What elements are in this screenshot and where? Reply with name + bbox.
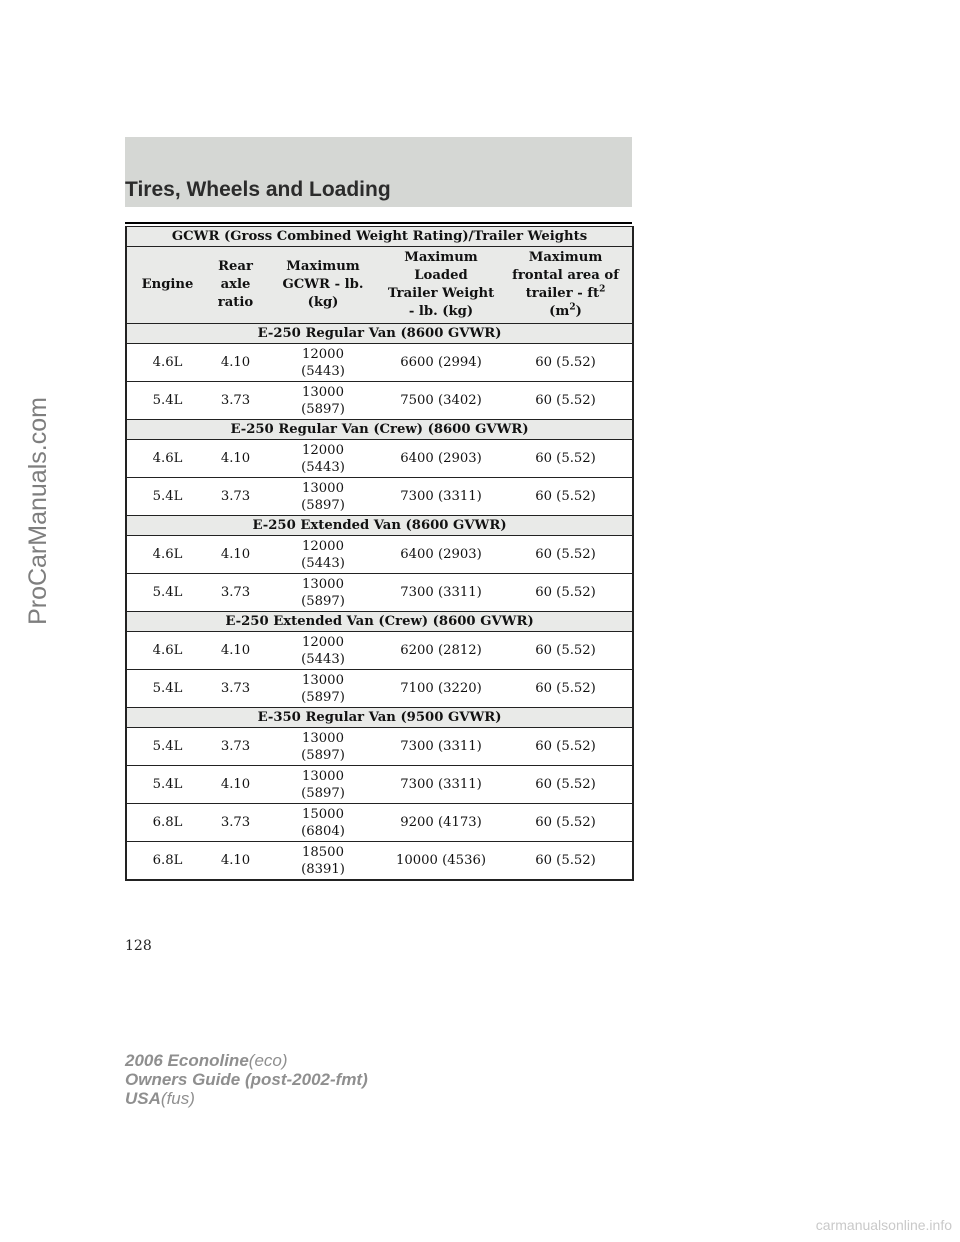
table-top-rule <box>125 222 632 224</box>
trailer-weight-cell: 6400 (2903) <box>383 536 499 574</box>
column-header-line: Rear <box>218 259 253 274</box>
section-row <box>126 324 633 344</box>
gcwr-line: 12000 <box>302 538 344 554</box>
gcwr-line: (5897) <box>301 689 345 705</box>
frontal-area-cell: 60 (5.52) <box>499 478 633 516</box>
gcwr-line: (5443) <box>301 651 345 667</box>
table-title: GCWR (Gross Combined Weight Rating)/Trailer Weights <box>126 227 633 247</box>
trailer-weight-cell: 7100 (3220) <box>383 670 499 708</box>
axle-ratio-cell: 4.10 <box>208 536 263 574</box>
gcwr-cell <box>263 440 383 478</box>
footer-note-text: (eco) <box>248 1051 288 1070</box>
gcwr-cell <box>263 382 383 420</box>
engine-cell: 5.4L <box>126 728 208 766</box>
gcwr-line: (5897) <box>301 401 345 417</box>
column-header <box>383 247 499 324</box>
engine-cell: 4.6L <box>126 440 208 478</box>
gcwr-cell <box>263 574 383 612</box>
gcwr-line: (5897) <box>301 497 345 513</box>
table-row <box>126 632 633 670</box>
axle-ratio-cell: 3.73 <box>208 728 263 766</box>
gcwr-line: (5897) <box>301 593 345 609</box>
section-row <box>126 516 633 536</box>
frontal-area-cell: 60 (5.52) <box>499 536 633 574</box>
frontal-area-cell: 60 (5.52) <box>499 632 633 670</box>
gcwr-line: (5443) <box>301 459 345 475</box>
frontal-area-cell: 60 (5.52) <box>499 842 633 881</box>
gcwr-line: 13000 <box>302 384 344 400</box>
gcwr-line: 12000 <box>302 442 344 458</box>
gcwr-cell <box>263 478 383 516</box>
section-title: E-350 Regular Van (9500 GVWR) <box>126 708 633 728</box>
axle-ratio-cell: 4.10 <box>208 440 263 478</box>
bottom-watermark: carmanualsonline.info <box>815 1217 952 1233</box>
table-row <box>126 670 633 708</box>
gcwr-line: 13000 <box>302 768 344 784</box>
engine-cell: 5.4L <box>126 766 208 804</box>
column-header-line: frontal area of <box>512 268 619 283</box>
axle-ratio-cell: 3.73 <box>208 574 263 612</box>
trailer-weight-cell: 6600 (2994) <box>383 344 499 382</box>
axle-ratio-cell: 3.73 <box>208 670 263 708</box>
side-watermark-text: ProCarManuals.com <box>24 397 52 625</box>
trailer-weight-cell: 7300 (3311) <box>383 478 499 516</box>
trailer-weight-cell: 7300 (3311) <box>383 728 499 766</box>
gcwr-cell <box>263 344 383 382</box>
engine-cell: 5.4L <box>126 478 208 516</box>
table-row <box>126 536 633 574</box>
engine-cell: 5.4L <box>126 574 208 612</box>
section-title: E-250 Extended Van (Crew) (8600 GVWR) <box>126 612 633 632</box>
column-header-line: Trailer Weight <box>387 286 495 301</box>
table-row <box>126 728 633 766</box>
gcwr-cell <box>263 632 383 670</box>
gcwr-line: 13000 <box>302 730 344 746</box>
gcwr-line: (6804) <box>301 823 345 839</box>
table-row <box>126 804 633 842</box>
gcwr-cell <box>263 766 383 804</box>
frontal-area-cell: 60 (5.52) <box>499 574 633 612</box>
section-row <box>126 612 633 632</box>
column-header-line: GCWR - lb. <box>282 277 364 292</box>
column-header-row <box>126 247 633 324</box>
gcwr-cell <box>263 842 383 881</box>
footer-main-text: USA <box>125 1089 161 1108</box>
gcwr-cell <box>263 670 383 708</box>
footer-line <box>125 1089 368 1108</box>
axle-ratio-cell: 3.73 <box>208 382 263 420</box>
gcwr-table <box>125 226 634 881</box>
engine-cell: 6.8L <box>126 804 208 842</box>
section-title: E-250 Regular Van (Crew) (8600 GVWR) <box>126 420 633 440</box>
section-title: Tires, Wheels and Loading <box>125 178 391 201</box>
engine-cell: 4.6L <box>126 536 208 574</box>
gcwr-line: (5897) <box>301 747 345 763</box>
table-row <box>126 440 633 478</box>
column-header <box>263 247 383 324</box>
trailer-weight-cell: 9200 (4173) <box>383 804 499 842</box>
frontal-area-cell: 60 (5.52) <box>499 804 633 842</box>
table-row <box>126 478 633 516</box>
trailer-weight-cell: 7300 (3311) <box>383 574 499 612</box>
section-title: E-250 Extended Van (8600 GVWR) <box>126 516 633 536</box>
column-header-line: $(m^2)$ <box>549 302 582 319</box>
axle-ratio-cell: 4.10 <box>208 632 263 670</box>
engine-cell: 6.8L <box>126 842 208 881</box>
column-header-line: Engine <box>141 277 194 292</box>
footer-main-text: Owners Guide (post-2002-fmt) <box>125 1070 368 1089</box>
gcwr-line: 12000 <box>302 634 344 650</box>
gcwr-line: 15000 <box>302 806 344 822</box>
gcwr-line: 13000 <box>302 480 344 496</box>
table-row <box>126 766 633 804</box>
gcwr-cell <box>263 728 383 766</box>
table-row <box>126 382 633 420</box>
footer-note-text: (fus) <box>160 1089 195 1108</box>
footer-line <box>125 1051 368 1070</box>
section-row <box>126 420 633 440</box>
column-header-line: - lb. (kg) <box>408 304 474 319</box>
axle-ratio-cell: 4.10 <box>208 344 263 382</box>
axle-ratio-cell: 3.73 <box>208 804 263 842</box>
frontal-area-cell: 60 (5.52) <box>499 344 633 382</box>
column-header-line: Loaded <box>414 268 468 283</box>
gcwr-line: 18500 <box>302 844 344 860</box>
footer-line <box>125 1070 368 1089</box>
gcwr-line: (8391) <box>301 861 345 877</box>
column-header-line: trailer - $ft^2$ <box>525 284 606 301</box>
table-row <box>126 842 633 881</box>
frontal-area-cell: 60 (5.52) <box>499 728 633 766</box>
gcwr-cell <box>263 536 383 574</box>
column-header <box>499 247 633 324</box>
trailer-weight-cell: 6200 (2812) <box>383 632 499 670</box>
gcwr-line: 12000 <box>302 346 344 362</box>
column-header <box>208 247 263 324</box>
axle-ratio-cell: 4.10 <box>208 766 263 804</box>
gcwr-cell <box>263 804 383 842</box>
engine-cell: 5.4L <box>126 670 208 708</box>
trailer-weight-cell: 10000 (4536) <box>383 842 499 881</box>
gcwr-line: (5443) <box>301 555 345 571</box>
trailer-weight-cell: 7500 (3402) <box>383 382 499 420</box>
column-header-line: axle <box>220 277 251 292</box>
axle-ratio-cell: 3.73 <box>208 478 263 516</box>
column-header-line: Maximum <box>528 250 603 265</box>
table-row <box>126 574 633 612</box>
frontal-area-cell: 60 (5.52) <box>499 382 633 420</box>
column-header <box>126 247 208 324</box>
page-number: 128 <box>125 938 152 954</box>
column-header-line: Maximum <box>404 250 478 265</box>
gcwr-line: (5897) <box>301 785 345 801</box>
column-header-line: Maximum <box>286 259 360 274</box>
footer-main-text: 2006 Econoline <box>125 1051 249 1070</box>
gcwr-line: 13000 <box>302 672 344 688</box>
trailer-weight-cell: 6400 (2903) <box>383 440 499 478</box>
column-header-line: ratio <box>217 295 254 310</box>
engine-cell: 4.6L <box>126 632 208 670</box>
column-header-line: (kg) <box>307 295 339 310</box>
gcwr-line: 13000 <box>302 576 344 592</box>
section-title: E-250 Regular Van (8600 GVWR) <box>126 324 633 344</box>
table-row <box>126 344 633 382</box>
section-row <box>126 708 633 728</box>
axle-ratio-cell: 4.10 <box>208 842 263 881</box>
engine-cell: 5.4L <box>126 382 208 420</box>
gcwr-line: (5443) <box>301 363 345 379</box>
document-footer <box>125 1051 368 1108</box>
frontal-area-cell: 60 (5.52) <box>499 766 633 804</box>
frontal-area-cell: 60 (5.52) <box>499 670 633 708</box>
frontal-area-cell: 60 (5.52) <box>499 440 633 478</box>
trailer-weight-cell: 7300 (3311) <box>383 766 499 804</box>
engine-cell: 4.6L <box>126 344 208 382</box>
table-body <box>126 324 633 881</box>
